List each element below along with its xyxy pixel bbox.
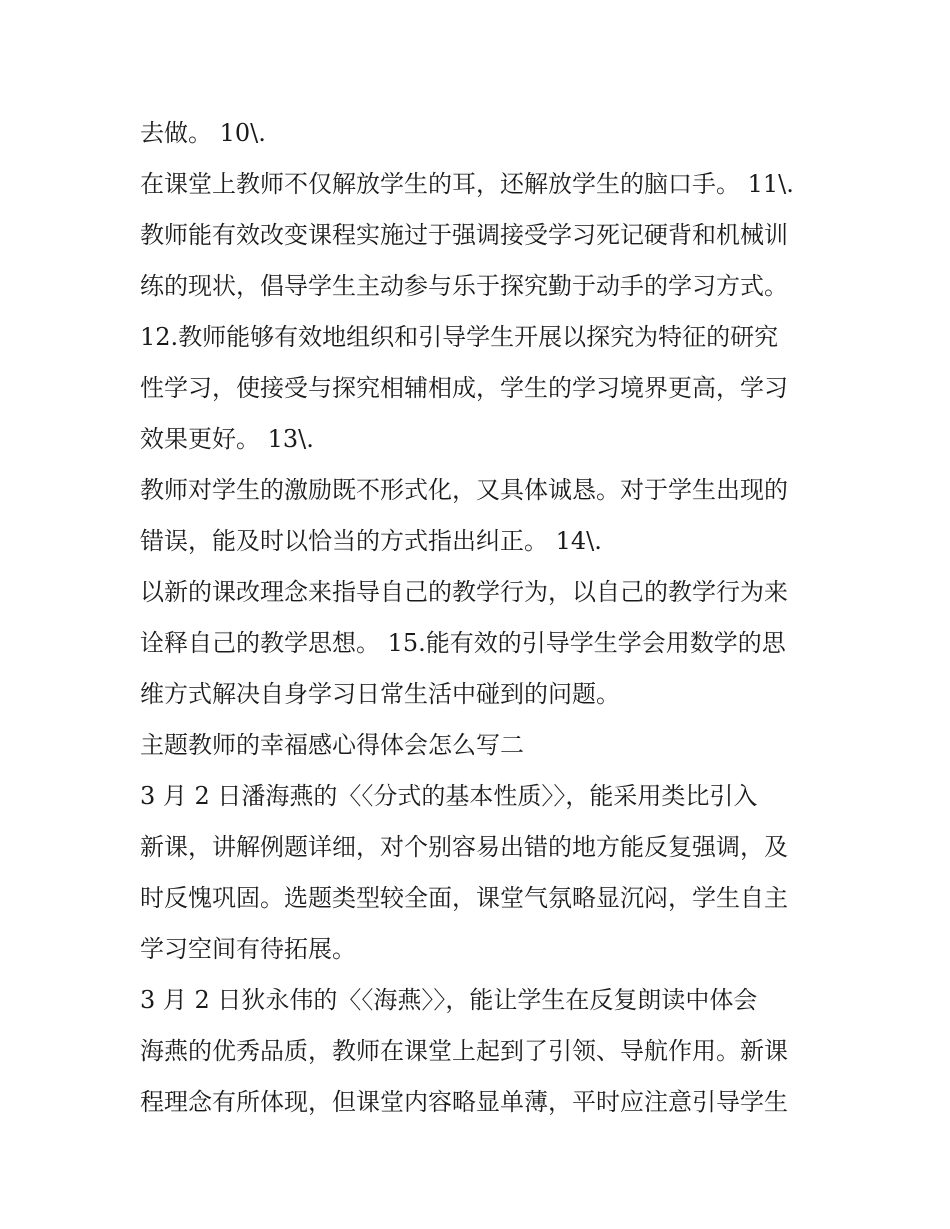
text-line: 错误，能及时以恰当的方式指出纠正。 14\. bbox=[140, 527, 602, 555]
text-line: 维方式解决自身学习日常生活中碰到的问题。 bbox=[140, 680, 620, 708]
text-line: 新课，讲解例题详细，对个别容易出错的地方能反复强调，及 bbox=[140, 833, 788, 861]
section-heading: 主题教师的幸福感心得体会怎么写二 bbox=[140, 731, 524, 759]
text-line: 3 月 2 日潘海燕的〈〈分式的基本性质〉〉，能采用类比引入 bbox=[140, 782, 758, 810]
text-line: 3 月 2 日狄永伟的〈〈海燕〉〉，能让学生在反复朗读中体会 bbox=[140, 986, 758, 1014]
text-line: 学习空间有待拓展。 bbox=[140, 935, 356, 963]
text-line: 海燕的优秀品质，教师在课堂上起到了引领、导航作用。新课 bbox=[140, 1037, 788, 1065]
text-line: 性学习，使接受与探究相辅相成，学生的学习境界更高，学习 bbox=[140, 374, 788, 402]
text-line: 程理念有所体现，但课堂内容略显单薄，平时应注意引导学生 bbox=[140, 1088, 788, 1116]
document-body bbox=[140, 108, 830, 1128]
text-line: 诠释自己的教学思想。 15.能有效的引导学生学会用数学的思 bbox=[140, 629, 786, 657]
text-line: 教师对学生的激励既不形式化，又具体诚恳。对于学生出现的 bbox=[140, 476, 788, 504]
text-line: 去做。 10\. bbox=[140, 119, 266, 147]
text-line: 时反愧巩固。选题类型较全面，课堂气氛略显沉闷，学生自主 bbox=[140, 884, 788, 912]
text-line: 以新的课改理念来指导自己的教学行为，以自己的教学行为来 bbox=[140, 578, 788, 606]
text-line: 效果更好。 13\. bbox=[140, 425, 314, 453]
text-line: 12.教师能够有效地组织和引导学生开展以探究为特征的研究 bbox=[140, 323, 779, 351]
text-line: 练的现状，倡导学生主动参与乐于探究勤于动手的学习方式。 bbox=[140, 272, 788, 300]
text-line: 教师能有效改变课程实施过于强调接受学习死记硬背和机械训 bbox=[140, 221, 788, 249]
text-line: 在课堂上教师不仅解放学生的耳，还解放学生的脑口手。 11\. bbox=[140, 170, 794, 198]
